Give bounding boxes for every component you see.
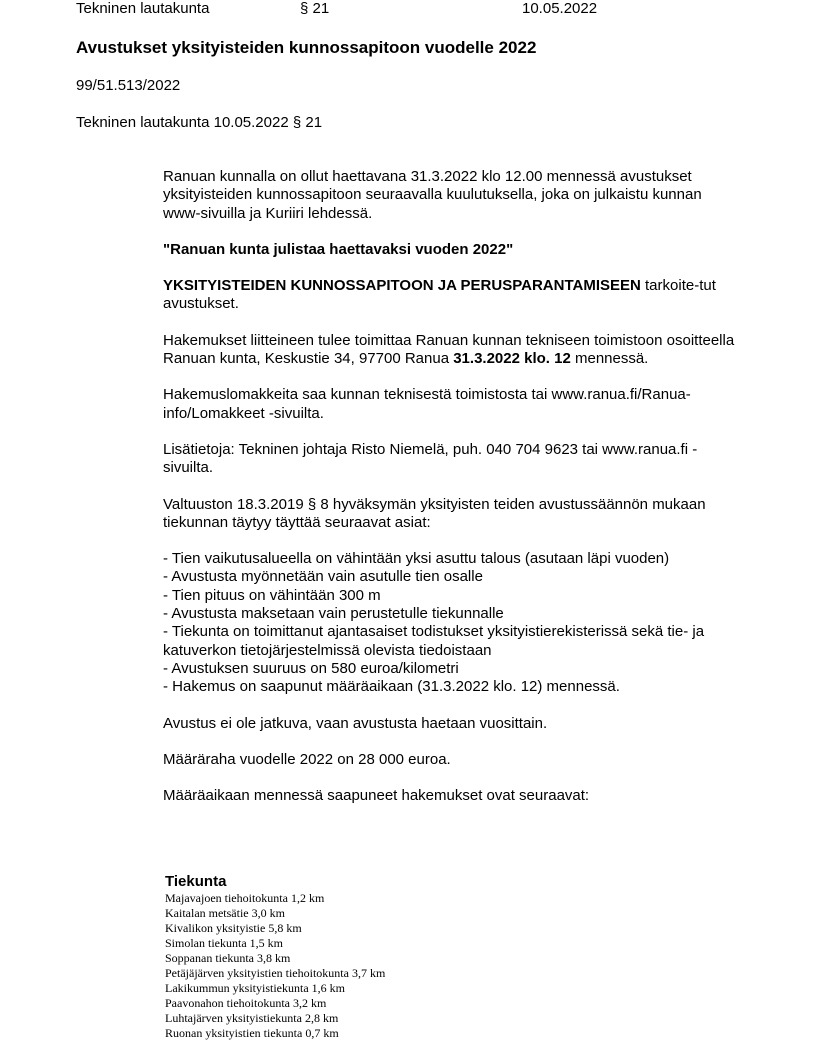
tiekunta-row: Simolan tiekunta 1,5 km [165, 936, 283, 950]
tiekunta-heading: Tiekunta [165, 873, 227, 890]
condition-item: - Avustuksen suuruus on 580 euroa/kilometri [163, 659, 459, 677]
tiekunta-row: Petäjäjärven yksityistien tiehoitokunta 3,7 km [165, 966, 386, 980]
submit-deadline: 31.3.2022 klo. 12 [453, 350, 571, 368]
received-paragraph: Määräaikaan mennessä saapuneet hakemukset ovat seuraavat: [163, 787, 590, 805]
header-body: Tekninen lautakunta [76, 0, 210, 17]
page-title: Avustukset yksityisteiden kunnossapitoon vuodelle 2022 [76, 38, 537, 57]
rules-intro: Valtuuston 18.3.2019 § 8 hyväksymän yksityisten teiden avustussäännön mukaan tiekunnan täytyy täyttää seuraavat asiat: [163, 495, 706, 531]
condition-item: - Tien pituus on vähintään 300 m [163, 586, 381, 604]
submit-end: mennessä. [570, 350, 649, 368]
budget-paragraph: Määräraha vuodelle 2022 on 28 000 euroa. [163, 750, 451, 768]
condition-item: - Avustusta myönnetään vain asutulle tien osalle [163, 568, 483, 586]
info-paragraph: Lisätietoja: Tekninen johtaja Risto Niemelä, puh. 040 704 9623 tai www.ranua.fi -sivuilta. [163, 440, 698, 477]
meeting-reference: Tekninen lautakunta 10.05.2022 § 21 [76, 114, 323, 131]
announcement-quote: "Ranuan kunta julistaa haettavaksi vuoden 2022" [163, 240, 514, 258]
tiekunta-row: Kaitalan metsätie 3,0 km [165, 906, 285, 920]
tiekunta-table [165, 873, 385, 1041]
condition-item: - Hakemus on saapunut määräaikaan (31.3.2022 klo. 12) mennessä. [163, 678, 620, 696]
submit-paragraph [163, 332, 743, 369]
header-section: § 21 [300, 0, 330, 17]
tiekunta-row: Soppanan tiekunta 3,8 km [165, 951, 291, 965]
condition-item: - Avustusta maksetaan vain perustetulle tiekunnalle [163, 605, 504, 623]
annual-paragraph: Avustus ei ole jatkuva, vaan avustusta haetaan vuosittain. [163, 714, 548, 732]
forms-paragraph: Hakemuslomakkeita saa kunnan teknisestä toimistosta tai www.ranua.fi/Ranua-info/Lomakkeet -sivuilta. [163, 386, 691, 422]
tiekunta-row: Majavajoen tiehoitokunta 1,2 km [165, 891, 325, 905]
purpose-bold: YKSITYISTEIDEN KUNNOSSAPITOON JA PERUSPARANTAMISEEN [163, 277, 641, 295]
tiekunta-row: Ruonan yksityistien tiekunta 0,7 km [165, 1026, 339, 1040]
diary-number: 99/51.513/2022 [76, 77, 181, 94]
condition-item: - Tien vaikutusalueella on vähintään yksi asuttu talous (asutaan läpi vuoden) [163, 550, 670, 568]
tiekunta-row: Kivalikon yksityistie 5,8 km [165, 921, 302, 935]
tiekunta-row: Luhtajärven yksityistiekunta 2,8 km [165, 1011, 339, 1025]
purpose-paragraph [163, 277, 743, 314]
header-date: 10.05.2022 [522, 0, 598, 17]
condition-item: - Tiekunta on toimittanut ajantasaiset todistukset yksityistierekisterissä sekä tie- ja katuverkon tietojärjestelmissä olevista tiedoistaan [163, 623, 705, 659]
tiekunta-row: Paavonahon tiehoitokunta 3,2 km [165, 996, 327, 1010]
conditions-list [163, 550, 743, 696]
intro-paragraph: Ranuan kunnalla on ollut haettavana 31.3.2022 klo 12.00 mennessä avustukset yksityisteiden kunnossapitoon seuraavalla kuulutuksella, joka on julkaistu kunnan www-sivuilla ja Kuriiri lehdessä. [163, 168, 702, 222]
tiekunta-list [165, 891, 385, 1041]
purpose-rest: tarkoite-tut avustukset. [163, 277, 716, 313]
submit-text: Hakemukset liitteineen tulee toimittaa Ranuan kunnan tekniseen toimistoon osoitteella Ranuan kunta, Keskustie 34, 97700 Ranua [163, 331, 735, 368]
decision-body [163, 168, 743, 805]
tiekunta-row: Lakikummun yksityistiekunta 1,6 km [165, 981, 345, 995]
